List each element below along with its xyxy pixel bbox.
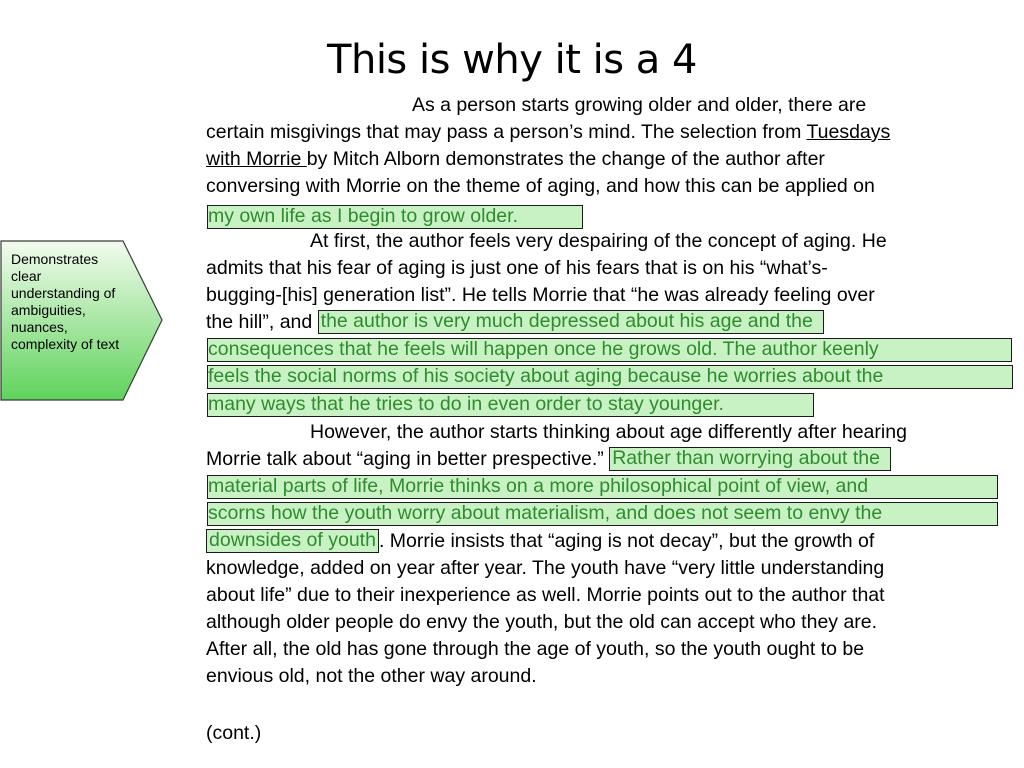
- essay-line: [206, 119, 890, 146]
- highlighted-text: downsides of youth: [209, 529, 376, 551]
- essay-text: Morrie talk about “aging in better prespective.”: [206, 448, 610, 470]
- essay-text: by Mitch Alborn demonstrates the change of the author after: [306, 148, 825, 170]
- criteria-callout: [0, 240, 164, 402]
- highlighted-text: scorns how the youth worry about materialism, and does not seem to envy the: [208, 502, 883, 524]
- highlighted-text: Rather than worrying about the: [612, 447, 880, 469]
- highlighted-text: many ways that he tries to do in even order to stay younger.: [208, 393, 724, 415]
- highlight-box: [207, 365, 1013, 389]
- highlight-box: [206, 529, 379, 553]
- book-title-part: Tuesdays: [806, 121, 891, 143]
- highlighted-text: the author is very much depressed about his age and the: [320, 310, 813, 332]
- essay-line: [206, 528, 874, 555]
- page-title: This is why it is a 4: [327, 37, 697, 83]
- essay-text: certain misgivings that may pass a person’s mind. The selection from: [206, 121, 807, 143]
- highlight-box: [207, 205, 583, 229]
- continued-label: (cont.): [206, 722, 262, 744]
- highlight-box: [207, 502, 998, 526]
- essay-line: conversing with Morrie on the theme of aging, and how this can be applied on: [206, 175, 875, 197]
- essay-line: [206, 309, 824, 336]
- essay-line: admits that his fear of aging is just one of his fears that is on his “what’s-: [206, 257, 828, 279]
- essay-line: However, the author starts thinking about age differently after hearing: [310, 421, 907, 443]
- essay-line: [206, 446, 891, 473]
- essay-text: the hill”, and: [206, 311, 318, 333]
- highlighted-text: my own life as I begin to grow older.: [208, 205, 518, 227]
- callout-text: Demonstrates clear understanding of ambiguities, nuances, complexity of text: [11, 251, 120, 352]
- essay-line: bugging-[his] generation list”. He tells Morrie that “he was already feeling over: [206, 284, 875, 306]
- highlight-box: [318, 310, 824, 334]
- highlight-box: [207, 338, 1012, 362]
- essay-line: At first, the author feels very despairing of the concept of aging. He: [310, 230, 887, 252]
- essay-line: As a person starts growing older and older, there are: [412, 94, 867, 116]
- highlighted-text: material parts of life, Morrie thinks on a more philosophical point of view, and: [208, 475, 869, 497]
- highlight-box: [207, 475, 998, 499]
- highlight-box: [207, 393, 814, 417]
- essay-line: After all, the old has gone through the age of youth, so the youth ought to be: [206, 638, 865, 660]
- essay-line: knowledge, added on year after year. The youth have “very little understanding: [206, 557, 885, 579]
- highlighted-text: feels the social norms of his society about aging because he worries about the: [208, 365, 884, 387]
- book-title-part: with Morrie: [206, 148, 307, 170]
- essay-line: although older people do envy the youth, but the old can accept who they are.: [206, 611, 878, 633]
- essay-line: envious old, not the other way around.: [206, 665, 537, 687]
- essay-line: [206, 146, 825, 173]
- essay-text: . Morrie insists that “aging is not decay”, but the growth of: [378, 530, 875, 552]
- essay-line: about life” due to their inexperience as well. Morrie points out to the author that: [206, 584, 885, 606]
- highlight-box: [609, 447, 891, 471]
- highlighted-text: consequences that he feels will happen once he grows old. The author keenly: [208, 338, 879, 360]
